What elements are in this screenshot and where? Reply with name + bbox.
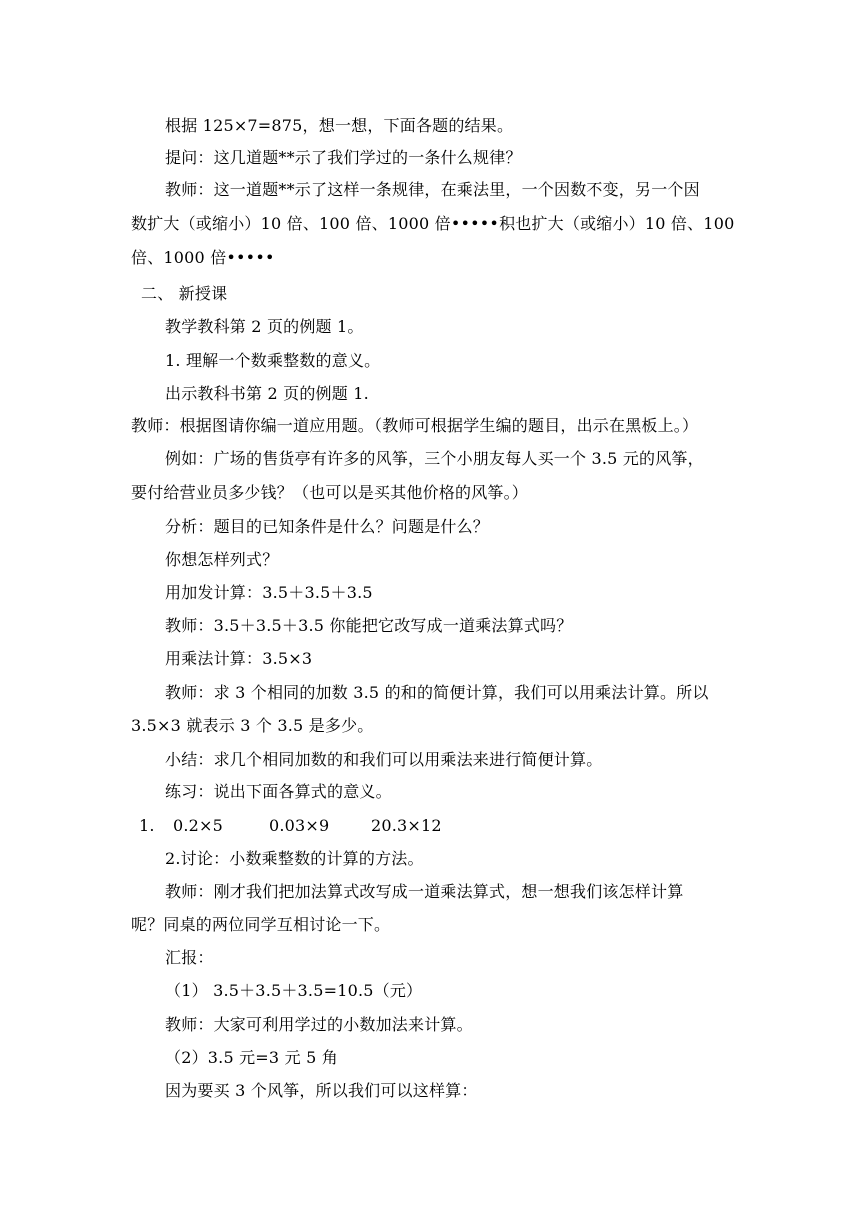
rule-para-line: 教师：这一道题**示了这样一条规律，在乘法里，一个因数不变，另一个因	[165, 180, 700, 199]
lesson-line: 教师：根据图请你编一道应用题。（教师可根据学生编的题目，出示在黑板上。）	[131, 416, 699, 435]
lesson-line: 教学教科第 2 页的例题 1。	[165, 317, 364, 336]
intro-line: 根据 125×7=875，想一想，下面各题的结果。	[165, 116, 514, 135]
analysis-line: 分析：题目的已知条件是什么？问题是什么？	[165, 517, 490, 536]
report-line: 因为要买 3 个风筝，所以我们可以这样算：	[165, 1081, 478, 1100]
discuss-para-line: 呢？同桌的两位同学互相讨论一下。	[131, 915, 391, 934]
teacher-para-line: 3.5×3 就表示 3 个 3.5 是多少。	[131, 716, 374, 735]
discuss-para-line: 教师：刚才我们把加法算式改写成一道乘法算式，想一想我们该怎样计算	[165, 882, 684, 901]
lesson-line: 1. 理解一个数乘整数的意义。	[165, 351, 381, 370]
rule-para-line: 数扩大（或缩小）10 倍、100 倍、1000 倍•••••积也扩大（或缩小）10 倍、100	[131, 214, 735, 233]
analysis-line: 用加发计算：3.5＋3.5＋3.5	[165, 583, 373, 602]
section-heading: 二、 新授课	[141, 284, 228, 303]
rule-para-line: 倍、1000 倍•••••	[131, 248, 275, 267]
report-line: 汇报：	[165, 948, 214, 967]
example-para-line: 要付给营业员多少钱？（也可以是买其他价格的风筝。）	[131, 483, 529, 502]
analysis-line: 教师：3.5＋3.5＋3.5 你能把它改写成一道乘法算式吗？	[165, 616, 573, 635]
exercise-item: 0.2×5	[173, 816, 224, 835]
report-line: （1） 3.5＋3.5＋3.5=10.5（元）	[165, 981, 423, 1000]
report-line: 教师：大家可利用学过的小数加法来计算。	[165, 1015, 473, 1034]
summary-line: 小结：求几个相同加数的和我们可以用乘法来进行简便计算。	[165, 750, 603, 769]
report-line: （2）3.5 元=3 元 5 角	[165, 1048, 338, 1067]
discussion-line: 2.讨论：小数乘整数的计算的方法。	[165, 849, 424, 868]
analysis-line: 你想怎样列式？	[165, 550, 279, 569]
example-para-line: 例如：广场的售货亭有许多的风筝，三个小朋友每人买一个 3.5 元的风筝，	[165, 449, 704, 468]
question-line: 提问：这几道题**示了我们学过的一条什么规律？	[165, 148, 522, 167]
exercise-number: 1.	[139, 816, 155, 835]
exercise-row	[139, 816, 442, 836]
exercise-item: 0.03×9	[269, 816, 330, 835]
analysis-line: 用乘法计算：3.5×3	[165, 649, 313, 668]
practice-line: 练习：说出下面各算式的意义。	[165, 782, 392, 801]
lesson-line: 出示教科书第 2 页的例题 1.	[165, 384, 369, 403]
teacher-para-line: 教师：求 3 个相同的加数 3.5 的和的简便计算，我们可以用乘法计算。所以	[165, 683, 709, 702]
exercise-item: 20.3×12	[371, 816, 442, 835]
